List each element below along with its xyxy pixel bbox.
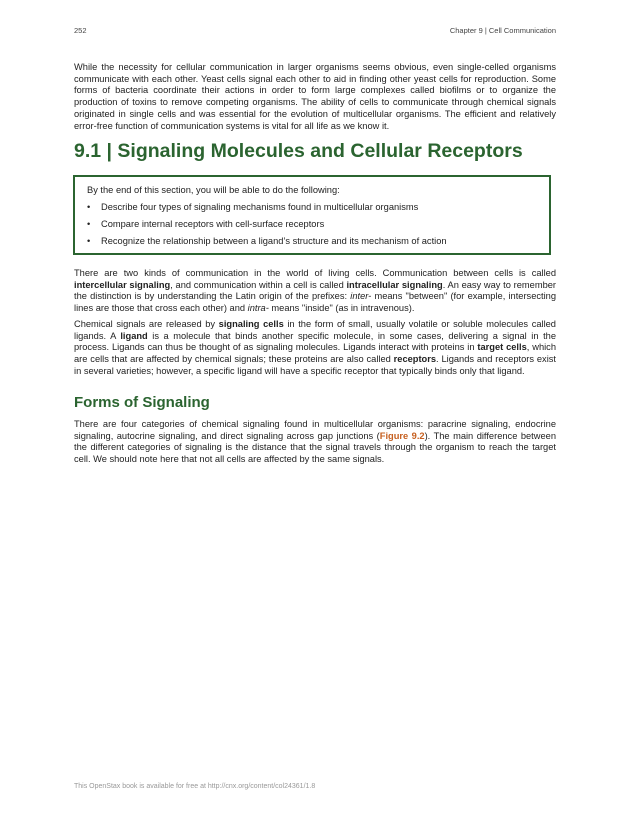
bullet-icon: • <box>87 202 91 212</box>
text-run: ). The main difference between the different categories of signaling is the distance that the signal travels through the organism to reach the target cell. We should note here that not all cells are affected by the same signals. <box>74 430 556 465</box>
objectives-list <box>87 199 447 250</box>
objective-item <box>87 199 447 216</box>
objective-item <box>87 216 447 233</box>
term-receptors: receptors <box>393 354 437 365</box>
text-run: , which are cells that are affected by chemical signals; these proteins are also called <box>74 342 556 365</box>
objective-text: Describe four types of signaling mechanisms found in multicellular organisms <box>101 202 419 212</box>
text-run: is a molecule that binds another specific molecule, in some cases, delivering a signal in the process. Ligands can thus be thought of as signaling molecules. Ligands interact with proteins in <box>74 330 556 353</box>
chemical-signals-paragraph <box>74 319 556 378</box>
text-run: There are four categories of chemical signaling found in multicellular organisms: paracrine signaling, endocrine signaling, autocrine signaling, and direct signaling across gap junctions ( <box>74 419 556 441</box>
text-run: . Ligands and receptors exist in several varieties; however, a specific ligand will have a specific receptor that typically binds only that ligand. <box>74 354 556 376</box>
subsection-heading: Forms of Signaling <box>74 394 210 411</box>
text-run: Chemical signals are released by <box>74 319 219 329</box>
communication-kinds-paragraph <box>74 268 556 315</box>
bullet-icon: • <box>87 219 91 229</box>
chapter-title: Chapter 9 | Cell Communication <box>449 26 556 35</box>
text-run: . An easy way to remember the distinction is by understanding the Latin origin of the prefixes: <box>74 279 557 302</box>
section-separator: | <box>106 140 112 162</box>
learning-objectives-box <box>73 175 551 255</box>
term-target-cells: target cells <box>477 342 527 353</box>
text-run: means "between" (for example, intersecting lines are those that cross each other) and <box>74 291 557 314</box>
intro-paragraph: While the necessity for cellular communication in larger organisms seems obvious, even single-celled organisms communicate with each other. Yeast cells signal each other to aid in finding other yeast cells for reproduction. Some forms of bacteria coordinate their actions in order to form large complexes called biofilms or to organize the production of toxins to remove competing organisms. The ability of cells to communicate through chemical signals originated in single cells and was essential for the evolution of multicellular organisms. The efficient and relatively error-free function of communication systems is vital for all life as we know it. <box>74 62 556 131</box>
prefix-intra: intra- <box>247 303 269 314</box>
prefix-inter: inter- <box>350 291 372 302</box>
term-intracellular-signaling: intracellular signaling <box>346 279 443 290</box>
term-ligand: ligand <box>120 330 148 341</box>
text-run: in the form of small, usually volatile or soluble molecules called ligands. A <box>74 319 556 341</box>
objectives-intro: By the end of this section, you will be able to do the following: <box>87 185 340 195</box>
objective-text: Compare internal receptors with cell-surface receptors <box>101 219 325 229</box>
term-signaling-cells: signaling cells <box>218 319 284 329</box>
bullet-icon: • <box>87 236 91 246</box>
section-title: Signaling Molecules and Cellular Receptors <box>117 140 523 162</box>
page-number: 252 <box>74 26 87 35</box>
text-run: means "inside" (as in intravenous). <box>268 303 415 314</box>
footer-note: This OpenStax book is available for free at http://cnx.org/content/col24361/1.8 <box>74 783 316 790</box>
text-run: , and communication within a cell is called <box>170 279 347 290</box>
section-heading <box>74 140 523 163</box>
objective-item <box>87 233 447 250</box>
objective-text: Recognize the relationship between a ligand’s structure and its mechanism of action <box>101 236 447 246</box>
text-run: There are two kinds of communication in the world of living cells. Communication between cells is called <box>74 268 556 278</box>
figure-link[interactable]: Figure 9.2 <box>379 430 425 441</box>
forms-of-signaling-paragraph <box>74 419 556 466</box>
term-intercellular-signaling: intercellular signaling <box>74 279 171 290</box>
section-number: 9.1 <box>74 140 102 162</box>
